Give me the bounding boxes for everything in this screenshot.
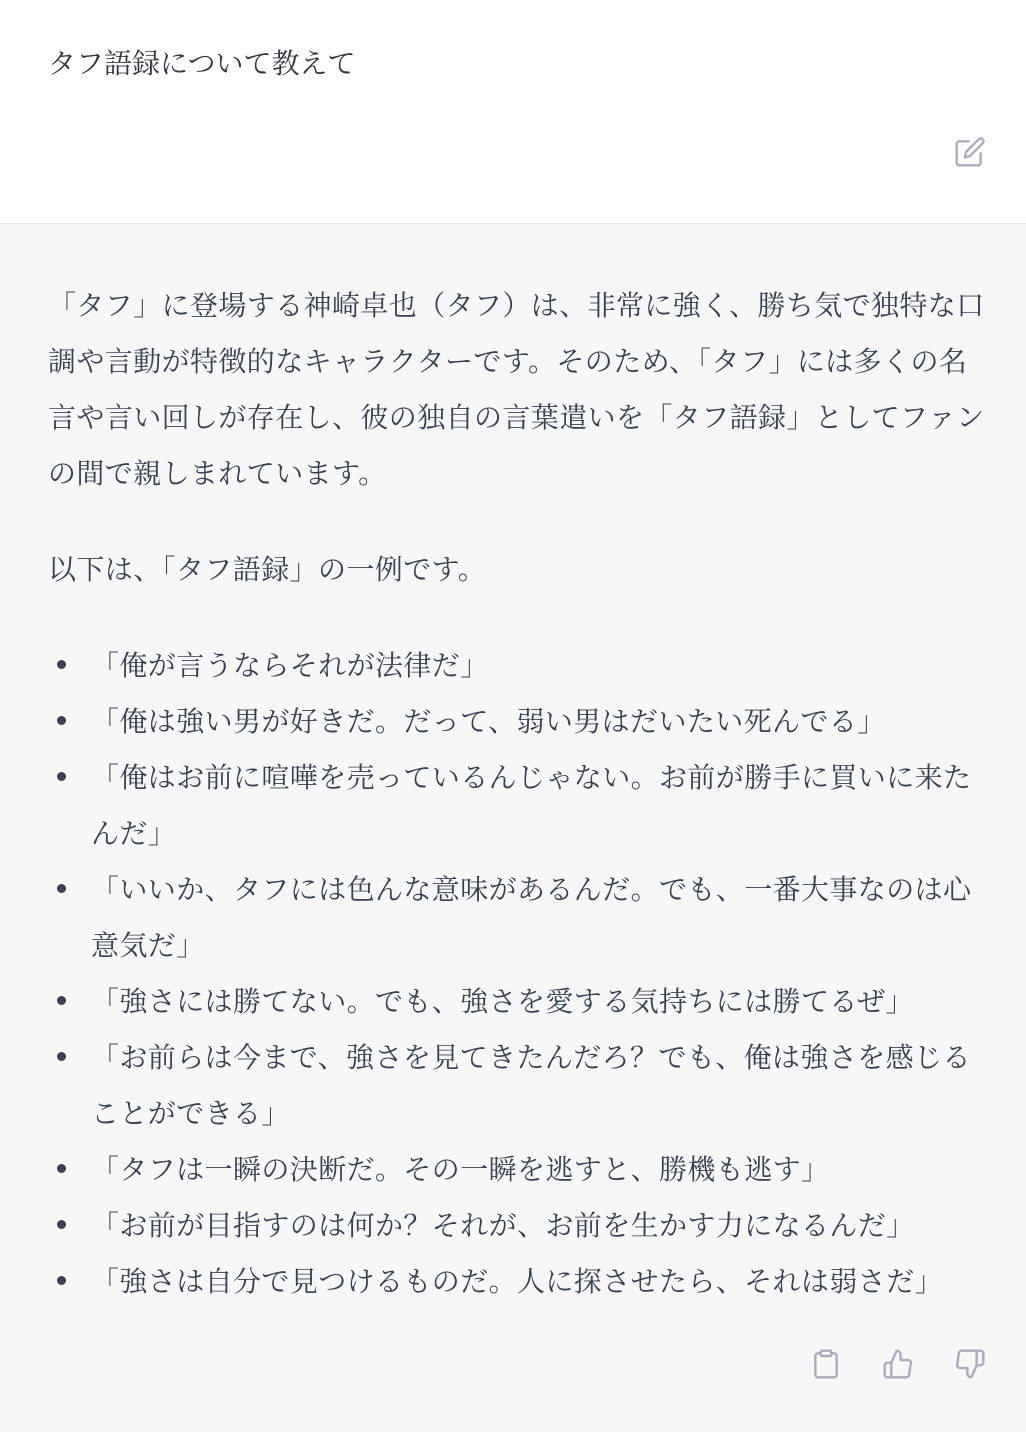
list-item (48, 694, 993, 750)
quote-text: 「お前らは今まで、強さを見てきたんだろ？でも、俺は強さを感じることができる」 (91, 1041, 971, 1130)
quote-text: 「強さは自分で見つけるものだ。人に探させたら、それは弱さだ」 (91, 1265, 944, 1298)
bullet-icon (57, 1052, 66, 1061)
bullet-icon (57, 716, 66, 725)
list-item (48, 750, 993, 862)
user-message-row (0, 0, 1026, 224)
bullet-icon (57, 884, 66, 893)
answer-paragraph: 「タフ」に登場する神崎卓也（タフ）は、非常に強く、勝ち気で独特な口調や言動が特徴的なキャラクターです。そのため、「タフ」には多くの名言や言い回しが存在し、彼の独自の言葉遣いを「タフ語録」としてファンの間で親しまれています。 (48, 289, 985, 490)
quote-text: 「いいか、タフには色んな意味があるんだ。でも、一番大事なのは心意気だ」 (91, 873, 972, 962)
copy-button[interactable] (806, 1344, 846, 1384)
list-item (48, 1030, 993, 1142)
list-item (48, 1198, 993, 1254)
quote-text: 「お前が目指すのは何か？それが、お前を生かす力になるんだ」 (91, 1209, 915, 1242)
quote-text: 「俺は強い男が好きだ。だって、弱い男はだいたい死んでる」 (91, 705, 886, 738)
thumbs-down-button[interactable] (950, 1344, 990, 1384)
list-item (48, 862, 993, 974)
answer-paragraph: 以下は、「タフ語録」の一例です。 (48, 553, 487, 586)
bullet-icon (57, 1276, 66, 1285)
quote-text: 「タフは一瞬の決断だ。その一瞬を逃すと、勝機も逃す」 (91, 1153, 830, 1186)
user-message-text: タフ語録について教えて (48, 47, 356, 80)
quote-list (48, 638, 993, 1310)
thumbs-up-icon (882, 1348, 914, 1380)
message-actions (806, 1344, 990, 1384)
bullet-icon (57, 1220, 66, 1229)
list-item (48, 1254, 993, 1310)
edit-icon (954, 136, 986, 168)
quote-text: 「俺はお前に喧嘩を売っているんじゃない。お前が勝手に買いに来たんだ」 (91, 761, 972, 850)
list-item (48, 974, 993, 1030)
quote-text: 「強さには勝てない。でも、強さを愛する気持ちには勝てるぜ」 (91, 985, 914, 1018)
quote-text: 「俺が言うならそれが法律だ」 (91, 649, 489, 682)
list-item (48, 1142, 993, 1198)
bullet-icon (57, 772, 66, 781)
assistant-message-body (48, 278, 993, 1310)
thumbs-up-button[interactable] (878, 1344, 918, 1384)
edit-message-button[interactable] (952, 134, 988, 170)
bullet-icon (57, 1164, 66, 1173)
assistant-message-row (0, 224, 1026, 1432)
thumbs-down-icon (954, 1348, 986, 1380)
clipboard-icon (810, 1348, 842, 1380)
bullet-icon (57, 996, 66, 1005)
list-item (48, 638, 993, 694)
bullet-icon (57, 660, 66, 669)
